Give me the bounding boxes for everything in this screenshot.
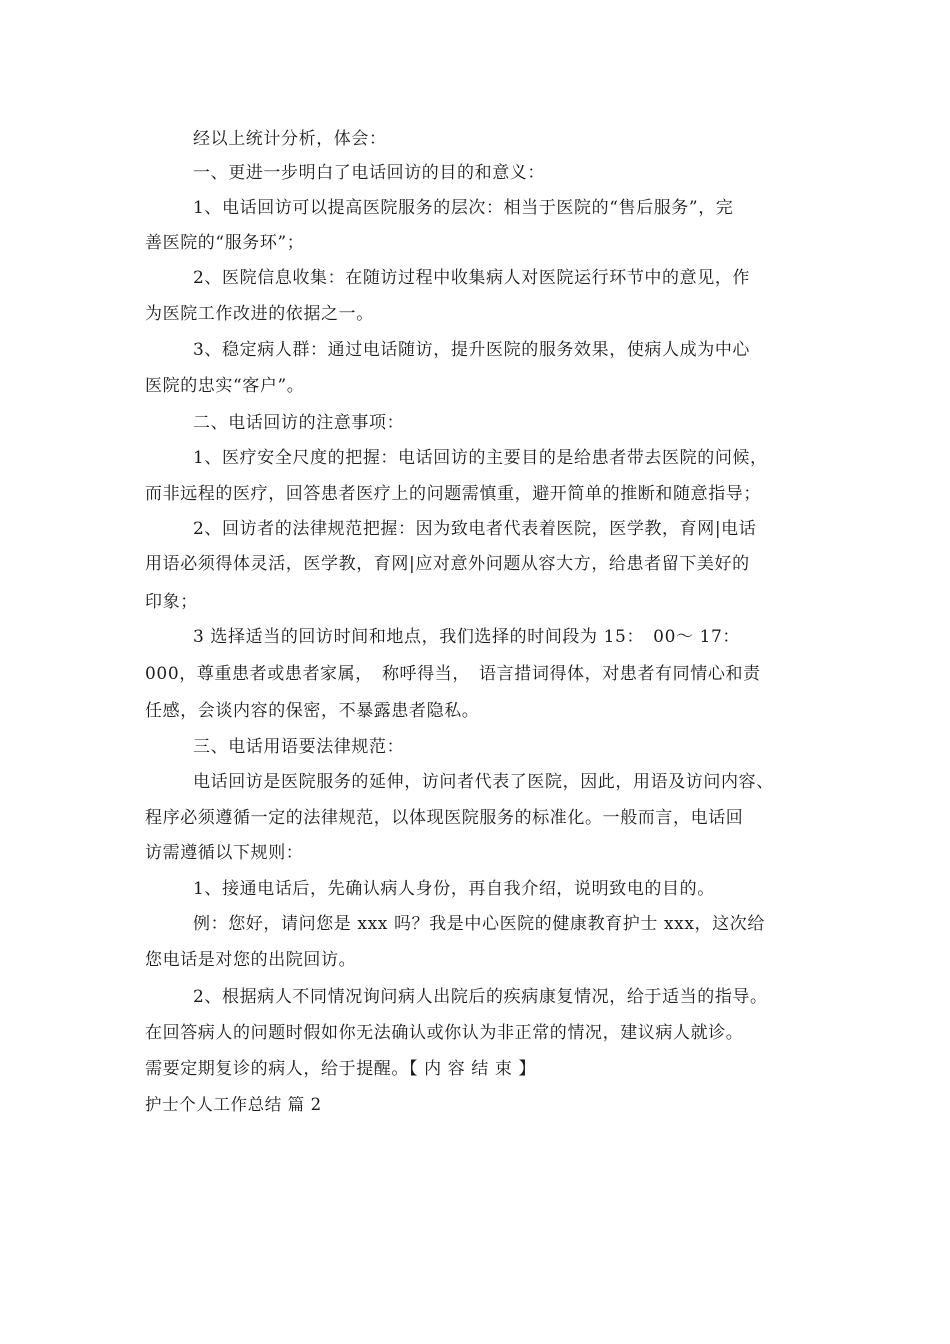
- paragraph-line: 2、回访者的法律规范把握：因为致电者代表着医院，医学教，育网|电话: [193, 519, 757, 539]
- paragraph-line: 需要定期复诊的病人，给于提醒。【 内 容 结 束 】: [145, 1059, 537, 1079]
- paragraph-line: 电话回访是医院服务的延伸，访问者代表了医院，因此，用语及访问内容、: [193, 772, 774, 792]
- paragraph-line: 经以上统计分析，体会：: [193, 129, 387, 149]
- paragraph-line: 善医院的“服务环”；: [145, 233, 305, 253]
- paragraph-line: 1、接通电话后，先确认病人身份，再自我介绍，说明致电的目的。: [193, 879, 715, 899]
- paragraph-line: 例：您好，请问您是 xxx 吗？我是中心医院的健康教育护士 xxx，这次给: [193, 914, 765, 934]
- paragraph-line: 1、电话回访可以提高医院服务的层次：相当于医院的“售后服务”，完: [193, 198, 734, 218]
- paragraph-line: 您电话是对您的出院回访。: [145, 950, 357, 970]
- paragraph-line: 程序必须遵循一定的法律规范，以体现医院服务的标准化。一般而言，电话回: [145, 808, 744, 828]
- section-heading: 二、电话回访的注意事项：: [193, 413, 405, 433]
- paragraph-line: 2、根据病人不同情况询问病人出院后的疾病康复情况，给于适当的指导。: [193, 987, 768, 1007]
- paragraph-line: 在回答病人的问题时假如你无法确认或你认为非正常的情况，建议病人就诊。: [145, 1023, 744, 1043]
- paragraph-line: 用语必须得体灵活，医学教，育网|应对意外问题从容大方，给患者留下美好的: [145, 554, 750, 574]
- paragraph-line: 访需遵循以下规则：: [145, 843, 304, 863]
- paragraph-line: 2、医院信息收集：在随访过程中收集病人对医院运行环节中的意见，作: [193, 268, 751, 288]
- paragraph-line: 任感，会谈内容的保密，不暴露患者隐私。: [145, 701, 480, 721]
- paragraph-line: 而非远程的医疗，回答患者医疗上的问题需慎重，避开简单的推断和随意指导；: [145, 484, 761, 504]
- section-heading: 三、电话用语要法律规范：: [193, 737, 405, 757]
- paragraph-line: 3 选择适当的回访时间和地点，我们选择的时间段为 15： 00～ 17：: [193, 627, 741, 647]
- next-section-title: 护士个人工作总结 篇 2: [145, 1095, 322, 1114]
- paragraph-line: 3、稳定病人群：通过电话随访，提升医院的服务效果，使病人成为中心: [193, 340, 751, 360]
- paragraph-line: 1、医疗安全尺度的把握：电话回访的主要目的是给患者带去医院的问候，: [193, 448, 768, 468]
- paragraph-line: 000，尊重患者或患者家属， 称呼得当， 语言措词得体，对患者有同情心和责: [145, 664, 761, 684]
- paragraph-line: 医院的忠实“客户”。: [145, 376, 305, 396]
- section-heading: 一、更进一步明白了电话回访的目的和意义：: [193, 163, 545, 183]
- paragraph-line: 为医院工作改进的依据之一。: [145, 304, 374, 324]
- paragraph-line: 印象；: [145, 592, 198, 612]
